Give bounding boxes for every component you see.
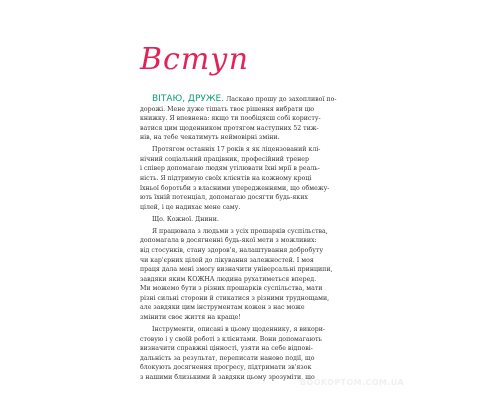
text-line: стовую і у своїй роботі з клієнтами. Вони допомагають — [140, 335, 322, 343]
text-line: змінити своє життя на краще! — [140, 313, 241, 321]
text-line: але завдяки цим інструментам кожен з нас може — [140, 304, 305, 312]
body-text — [140, 95, 358, 382]
paragraph — [140, 215, 358, 225]
text-line: і співер допомагаю людям утілювати їхні мрії в реаль- — [140, 165, 320, 173]
paragraph — [140, 227, 358, 322]
text-line: різні сильні сторони й стикатися з різними труднощами, — [140, 294, 330, 302]
paragraph — [140, 325, 358, 382]
text-line: завдяки яким КОЖНА людина рухатиметься вперед. — [140, 275, 317, 283]
text-line: нічний соціальний працівник, професійний тренер — [140, 155, 309, 163]
lead-in: ВІТАЮ, ДРУЖЕ. — [152, 94, 225, 104]
text-line: дальність за результат, переписати наново події, що — [140, 354, 315, 362]
text-line: Протягом останніх 17 років я як ліцензований клі- — [152, 146, 321, 154]
paragraph — [140, 95, 358, 143]
text-line: визначити справжні цінності, узяти на себе відпові- — [140, 345, 313, 353]
text-line: Я працювала з людьми з усіх прошарків суспільства, — [152, 227, 328, 235]
text-line: ватися цим щоденником протягом наступних 52 тиж- — [140, 124, 319, 132]
text-line: цілей, і це надихає мене саму. — [140, 203, 241, 211]
text-line: з нашими близькими й завдяки цьому зрозуміти, що — [140, 373, 315, 381]
text-line: Що. Кожної. Днини. — [152, 215, 219, 223]
text-line: Інструменти, описані в цьому щоденнику, я викори- — [152, 325, 326, 333]
text-line: ють їхній потенціал, допомагаю досягти будь-яких — [140, 194, 308, 202]
paragraph — [140, 145, 358, 212]
chapter-title: Вступ — [140, 42, 250, 77]
watermark: BOOKOPTOM.COM.UA — [300, 378, 404, 387]
text-line: Ми можемо бути з різних прошарків суспільства, мати — [140, 285, 323, 293]
text-line: нів, на тебе чекатимуть неймовірні зміни. — [140, 134, 280, 142]
text-line: книжку. Я впевнена: якщо ти пообіцяєш собі користу- — [140, 115, 321, 123]
text-line: праця дала мені змогу визначити універсальні принципи, — [140, 266, 333, 274]
text-line: дорожі. Мене дуже тішать твоє рішення вибрати цю — [140, 105, 315, 113]
text-line: блокують досягнення прогресу, підтримати зв'язок — [140, 364, 312, 372]
text-line: ВІТАЮ, ДРУЖЕ. Ласкаво прошу до захопливої по- — [152, 94, 337, 104]
text-line: від стосунків, стану здоров'я, налаштування добробуту — [140, 246, 324, 254]
text-line: ність. Я підтримую своїх клієнтів на кожному кроці — [140, 174, 312, 182]
text-line: допомагала в досягненні будь-якої мети з можливих: — [140, 237, 317, 245]
text-line: чи кар'єрних цілей до лікування залежностей. І моя — [140, 256, 314, 264]
text-line: їхньої боротьби з власними упередженнями, що обмежу- — [140, 184, 330, 192]
